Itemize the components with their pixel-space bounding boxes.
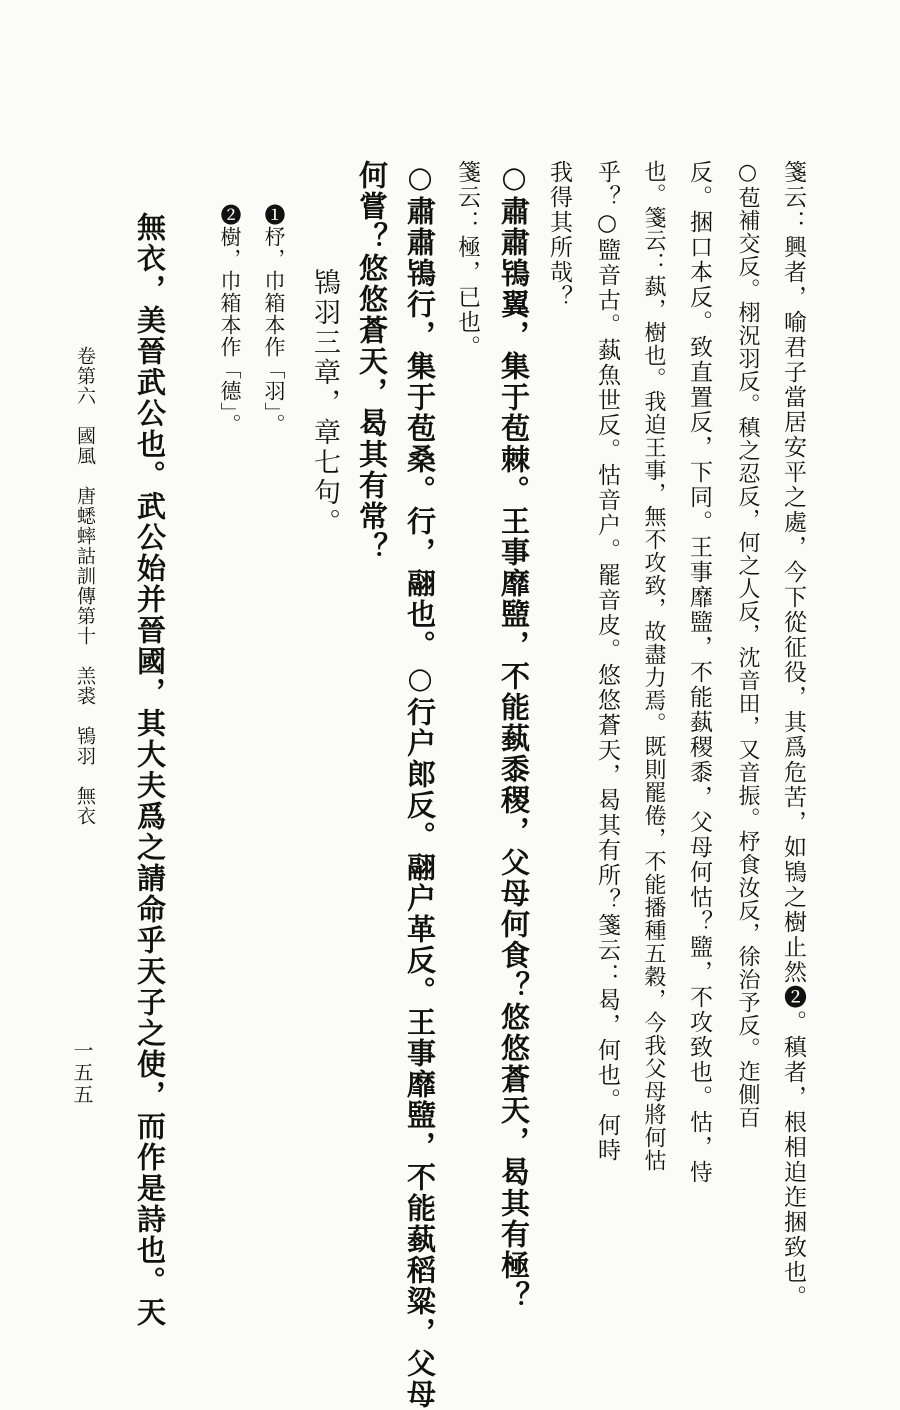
verse-column-3: 何嘗？悠悠蒼天，曷其有常？ [355, 160, 389, 563]
commentary-column-6: 我得其所哉？ [546, 160, 572, 310]
verse-column-2: ○肅肅鴇行，集于苞桑。行，翮也。○行户郎反。翮户革反。王事靡盬，不能蓺稻粱，父母 [403, 160, 437, 1410]
footnote-2: ❷樹，巾箱本作「德」。 [218, 204, 242, 436]
footnote-1: ❶杼，巾箱本作「羽」。 [262, 204, 286, 436]
commentary-column-2: ○苞補交反。栩況羽反。稹之忍反，何之人反，沈音田，又音振。杼食汝反，徐治予反。迮側百 [735, 160, 760, 1129]
preface-column: 無衣，美晉武公也。武公始并晉國，其大夫爲之請命乎天子之使，而作是詩也。天 [133, 212, 167, 1328]
running-header: 卷第六 國風 唐蟋蟀詁訓傳第十 羔裘 鴇羽 無衣 [74, 346, 96, 826]
commentary-column-1: 箋云：興者，喻君子當居安平之處，今下從征役，其爲危苦，如鴇之樹止然❷。稹者，根相迫迮捆致也。 [780, 160, 806, 1310]
commentary-column-4: 也。箋云：蓺，樹也。我迫王事，無不攻致，故盡力焉。既則罷倦，不能播種五穀，今我父母將何怙 [641, 160, 666, 1172]
commentary-column-5: 乎？○盬音古。蓺魚世反。怙音户。罷音皮。悠悠蒼天，曷其有所？箋云：曷，何也。何時 [594, 160, 620, 1163]
commentary-column-3: 反。捆口本反。致直置反，下同。王事靡盬，不能蓺稷黍，父母何怙？盬，不攻致也。怙，恃 [686, 160, 712, 1185]
verse-column-1: ○肅肅鴇翼，集于苞棘。王事靡盬，不能蓺黍稷，父母何食？悠悠蒼天，曷其有極？ [497, 160, 531, 1312]
commentary-column-7: 箋云：極，已也。 [454, 160, 480, 360]
poem-title: 鴇羽三章，章七句。 [309, 268, 340, 538]
page-number: 一五五 [70, 1040, 94, 1106]
